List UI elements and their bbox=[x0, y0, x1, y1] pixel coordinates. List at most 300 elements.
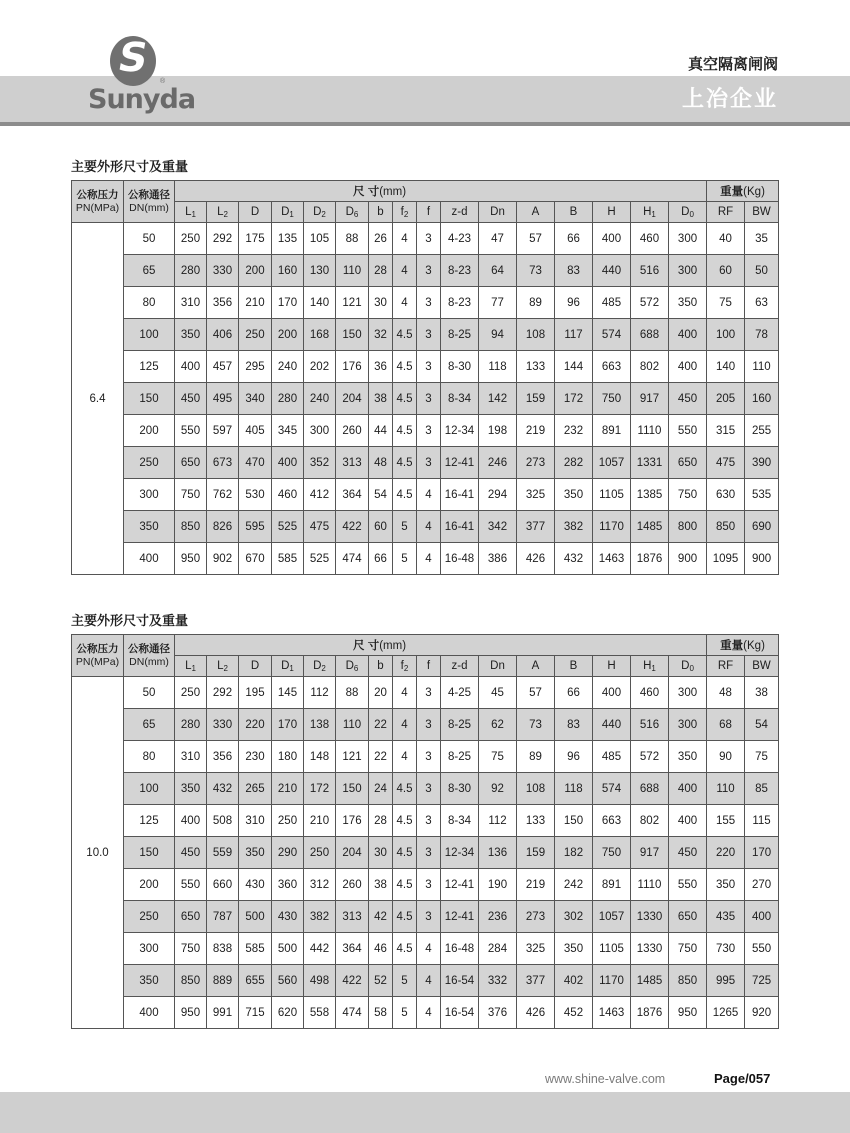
table-row bbox=[72, 677, 779, 709]
cell-value: 38 bbox=[745, 677, 779, 709]
cell-value: 22 bbox=[369, 741, 393, 773]
cell-value: 450 bbox=[175, 837, 207, 869]
cell-value: 24 bbox=[369, 773, 393, 805]
cell-value: 159 bbox=[517, 837, 555, 869]
cell-value: 170 bbox=[272, 709, 304, 741]
cell-value: 498 bbox=[304, 965, 336, 997]
cell-value: 3 bbox=[417, 223, 441, 255]
cell-value: 16-54 bbox=[441, 965, 479, 997]
cell-value: 148 bbox=[304, 741, 336, 773]
cell-value: 159 bbox=[517, 383, 555, 415]
table-row bbox=[72, 869, 779, 901]
cell-value: 75 bbox=[707, 287, 745, 319]
cell-value: 315 bbox=[707, 415, 745, 447]
cell-value: 280 bbox=[272, 383, 304, 415]
weight-header: 重量(Kg) bbox=[707, 635, 779, 656]
cell-value: 250 bbox=[239, 319, 272, 351]
dim-col-header: A bbox=[517, 656, 555, 677]
cell-value: 45 bbox=[479, 677, 517, 709]
cell-value: 426 bbox=[517, 543, 555, 575]
cell-value: 96 bbox=[555, 287, 593, 319]
cell-value: 195 bbox=[239, 677, 272, 709]
dim-col-header: $H_1$ bbox=[631, 202, 669, 223]
dim-col-header: Dn bbox=[479, 656, 517, 677]
cell-value: 430 bbox=[239, 869, 272, 901]
cell-value: 170 bbox=[745, 837, 779, 869]
cell-value: 78 bbox=[745, 319, 779, 351]
cell-value: 405 bbox=[239, 415, 272, 447]
cell-value: 889 bbox=[207, 965, 239, 997]
cell-value: 352 bbox=[304, 447, 336, 479]
cell-value: 725 bbox=[745, 965, 779, 997]
dn-value: 80 bbox=[124, 287, 175, 319]
cell-value: 620 bbox=[272, 997, 304, 1029]
cell-value: 35 bbox=[745, 223, 779, 255]
cell-value: 850 bbox=[669, 965, 707, 997]
cell-value: 1463 bbox=[593, 997, 631, 1029]
cell-value: 475 bbox=[304, 511, 336, 543]
cell-value: 400 bbox=[745, 901, 779, 933]
cell-value: 325 bbox=[517, 479, 555, 511]
cell-value: 310 bbox=[175, 741, 207, 773]
dn-value: 100 bbox=[124, 319, 175, 351]
cell-value: 145 bbox=[272, 677, 304, 709]
cell-value: 1095 bbox=[707, 543, 745, 575]
cell-value: 250 bbox=[272, 805, 304, 837]
cell-value: 800 bbox=[669, 511, 707, 543]
cell-value: 135 bbox=[272, 223, 304, 255]
cell-value: 42 bbox=[369, 901, 393, 933]
cell-value: 4 bbox=[393, 677, 417, 709]
cell-value: 495 bbox=[207, 383, 239, 415]
cell-value: 44 bbox=[369, 415, 393, 447]
dim-col-header: H bbox=[593, 202, 631, 223]
cell-value: 525 bbox=[272, 511, 304, 543]
cell-value: 4 bbox=[393, 255, 417, 287]
cell-value: 1057 bbox=[593, 901, 631, 933]
cell-value: 900 bbox=[669, 543, 707, 575]
cell-value: 450 bbox=[175, 383, 207, 415]
cell-value: 88 bbox=[336, 223, 369, 255]
dn-value: 100 bbox=[124, 773, 175, 805]
cell-value: 400 bbox=[593, 223, 631, 255]
cell-value: 64 bbox=[479, 255, 517, 287]
website-link[interactable]: www.shine-valve.com bbox=[545, 1072, 666, 1086]
cell-value: 190 bbox=[479, 869, 517, 901]
cell-value: 585 bbox=[272, 543, 304, 575]
cell-value: 4.5 bbox=[393, 805, 417, 837]
cell-value: 345 bbox=[272, 415, 304, 447]
cell-value: 219 bbox=[517, 415, 555, 447]
cell-value: 300 bbox=[304, 415, 336, 447]
cell-value: 1463 bbox=[593, 543, 631, 575]
cell-value: 440 bbox=[593, 255, 631, 287]
cell-value: 292 bbox=[207, 223, 239, 255]
cell-value: 292 bbox=[207, 677, 239, 709]
cell-value: 3 bbox=[417, 383, 441, 415]
dn-value: 80 bbox=[124, 741, 175, 773]
cell-value: 3 bbox=[417, 709, 441, 741]
cell-value: 4 bbox=[417, 965, 441, 997]
cell-value: 650 bbox=[669, 447, 707, 479]
cell-value: 1265 bbox=[707, 997, 745, 1029]
cell-value: 284 bbox=[479, 933, 517, 965]
cell-value: 891 bbox=[593, 869, 631, 901]
cell-value: 250 bbox=[175, 223, 207, 255]
cell-value: 255 bbox=[745, 415, 779, 447]
cell-value: 142 bbox=[479, 383, 517, 415]
cell-value: 1170 bbox=[593, 511, 631, 543]
cell-value: 1485 bbox=[631, 965, 669, 997]
cell-value: 265 bbox=[239, 773, 272, 805]
cell-value: 400 bbox=[175, 351, 207, 383]
cell-value: 57 bbox=[517, 677, 555, 709]
cell-value: 200 bbox=[272, 319, 304, 351]
cell-value: 457 bbox=[207, 351, 239, 383]
cell-value: 516 bbox=[631, 709, 669, 741]
cell-value: 400 bbox=[272, 447, 304, 479]
cell-value: 313 bbox=[336, 447, 369, 479]
cell-value: 8-25 bbox=[441, 741, 479, 773]
cell-value: 750 bbox=[175, 479, 207, 511]
header-rule bbox=[0, 122, 850, 126]
cell-value: 28 bbox=[369, 805, 393, 837]
cell-value: 200 bbox=[239, 255, 272, 287]
dim-col-header: $D_2$ bbox=[304, 656, 336, 677]
cell-value: 4.5 bbox=[393, 837, 417, 869]
cell-value: 525 bbox=[304, 543, 336, 575]
cell-value: 140 bbox=[304, 287, 336, 319]
cell-value: 150 bbox=[336, 773, 369, 805]
cell-value: 4.5 bbox=[393, 415, 417, 447]
cell-value: 850 bbox=[175, 511, 207, 543]
cell-value: 8-34 bbox=[441, 383, 479, 415]
cell-value: 663 bbox=[593, 805, 631, 837]
cell-value: 16-48 bbox=[441, 543, 479, 575]
cell-value: 138 bbox=[304, 709, 336, 741]
cell-value: 597 bbox=[207, 415, 239, 447]
cell-value: 210 bbox=[304, 805, 336, 837]
cell-value: 310 bbox=[175, 287, 207, 319]
table-row bbox=[72, 997, 779, 1029]
cell-value: 204 bbox=[336, 837, 369, 869]
cell-value: 105 bbox=[304, 223, 336, 255]
table-row bbox=[72, 319, 779, 351]
cell-value: 400 bbox=[175, 805, 207, 837]
cell-value: 240 bbox=[304, 383, 336, 415]
cell-value: 118 bbox=[555, 773, 593, 805]
cell-value: 917 bbox=[631, 837, 669, 869]
cell-value: 3 bbox=[417, 415, 441, 447]
cell-value: 3 bbox=[417, 287, 441, 319]
cell-value: 8-23 bbox=[441, 287, 479, 319]
cell-value: 75 bbox=[479, 741, 517, 773]
cell-value: 4-25 bbox=[441, 677, 479, 709]
cell-value: 133 bbox=[517, 351, 555, 383]
cell-value: 150 bbox=[555, 805, 593, 837]
cell-value: 280 bbox=[175, 709, 207, 741]
cell-value: 294 bbox=[479, 479, 517, 511]
dimensions-header: 尺 寸(mm) bbox=[175, 635, 707, 656]
company-name: 上冶企业 bbox=[681, 86, 778, 111]
cell-value: 250 bbox=[175, 677, 207, 709]
cell-value: 58 bbox=[369, 997, 393, 1029]
cell-value: 77 bbox=[479, 287, 517, 319]
dim-col-header: A bbox=[517, 202, 555, 223]
cell-value: 950 bbox=[175, 997, 207, 1029]
cell-value: 950 bbox=[669, 997, 707, 1029]
cell-value: 4 bbox=[393, 223, 417, 255]
dn-value: 125 bbox=[124, 805, 175, 837]
cell-value: 16-48 bbox=[441, 933, 479, 965]
section-title: 主要外形尺寸及重量 bbox=[71, 613, 189, 628]
dn-value: 250 bbox=[124, 447, 175, 479]
cell-value: 205 bbox=[707, 383, 745, 415]
cell-value: 4.5 bbox=[393, 869, 417, 901]
cell-value: 54 bbox=[745, 709, 779, 741]
cell-value: 340 bbox=[239, 383, 272, 415]
table-row bbox=[72, 965, 779, 997]
cell-value: 168 bbox=[304, 319, 336, 351]
cell-value: 452 bbox=[555, 997, 593, 1029]
cell-value: 144 bbox=[555, 351, 593, 383]
cell-value: 688 bbox=[631, 773, 669, 805]
cell-value: 73 bbox=[517, 255, 555, 287]
cell-value: 1110 bbox=[631, 869, 669, 901]
cell-value: 90 bbox=[707, 741, 745, 773]
cell-value: 900 bbox=[745, 543, 779, 575]
cell-value: 4.5 bbox=[393, 901, 417, 933]
cell-value: 63 bbox=[745, 287, 779, 319]
dim-col-header: $L_2$ bbox=[207, 202, 239, 223]
cell-value: 4 bbox=[393, 709, 417, 741]
cell-value: 400 bbox=[669, 351, 707, 383]
table-row bbox=[72, 933, 779, 965]
dim-col-header: z-d bbox=[441, 202, 479, 223]
cell-value: 12-34 bbox=[441, 415, 479, 447]
cell-value: 100 bbox=[707, 319, 745, 351]
weight-header: 重量(Kg) bbox=[707, 181, 779, 202]
cell-value: 236 bbox=[479, 901, 517, 933]
cell-value: 302 bbox=[555, 901, 593, 933]
cell-value: 96 bbox=[555, 741, 593, 773]
cell-value: 762 bbox=[207, 479, 239, 511]
cell-value: 750 bbox=[593, 383, 631, 415]
cell-value: 300 bbox=[669, 677, 707, 709]
cell-value: 4.5 bbox=[393, 479, 417, 511]
cell-value: 1110 bbox=[631, 415, 669, 447]
cell-value: 180 bbox=[272, 741, 304, 773]
dim-col-header: $D_0$ bbox=[669, 202, 707, 223]
cell-value: 182 bbox=[555, 837, 593, 869]
footer-band bbox=[0, 1092, 850, 1133]
cell-value: 155 bbox=[707, 805, 745, 837]
cell-value: 40 bbox=[707, 223, 745, 255]
logo-wordmark: Sunyda bbox=[88, 84, 196, 115]
cell-value: 310 bbox=[239, 805, 272, 837]
cell-value: 3 bbox=[417, 901, 441, 933]
cell-value: 432 bbox=[555, 543, 593, 575]
cell-value: 4 bbox=[417, 543, 441, 575]
cell-value: 313 bbox=[336, 901, 369, 933]
cell-value: 422 bbox=[336, 965, 369, 997]
dn-value: 65 bbox=[124, 255, 175, 287]
cell-value: 60 bbox=[707, 255, 745, 287]
cell-value: 66 bbox=[555, 677, 593, 709]
dn-value: 200 bbox=[124, 869, 175, 901]
cell-value: 89 bbox=[517, 287, 555, 319]
cell-value: 16-41 bbox=[441, 511, 479, 543]
cell-value: 50 bbox=[745, 255, 779, 287]
cell-value: 430 bbox=[272, 901, 304, 933]
cell-value: 432 bbox=[207, 773, 239, 805]
cell-value: 364 bbox=[336, 479, 369, 511]
table-row bbox=[72, 773, 779, 805]
cell-value: 73 bbox=[517, 709, 555, 741]
cell-value: 66 bbox=[369, 543, 393, 575]
cell-value: 110 bbox=[336, 255, 369, 287]
cell-value: 1385 bbox=[631, 479, 669, 511]
table-row bbox=[72, 741, 779, 773]
dim-col-header: $f_2$ bbox=[393, 202, 417, 223]
cell-value: 350 bbox=[555, 933, 593, 965]
cell-value: 750 bbox=[175, 933, 207, 965]
cell-value: 8-34 bbox=[441, 805, 479, 837]
table-row bbox=[72, 805, 779, 837]
cell-value: 270 bbox=[745, 869, 779, 901]
cell-value: 12-41 bbox=[441, 447, 479, 479]
cell-value: 172 bbox=[555, 383, 593, 415]
cell-value: 1170 bbox=[593, 965, 631, 997]
cell-value: 38 bbox=[369, 869, 393, 901]
dim-col-header: $H_1$ bbox=[631, 656, 669, 677]
dim-col-header: f bbox=[417, 656, 441, 677]
cell-value: 4 bbox=[393, 287, 417, 319]
cell-value: 8-25 bbox=[441, 709, 479, 741]
cell-value: 802 bbox=[631, 805, 669, 837]
table-row bbox=[72, 479, 779, 511]
cell-value: 8-25 bbox=[441, 319, 479, 351]
cell-value: 4-23 bbox=[441, 223, 479, 255]
cell-value: 426 bbox=[517, 997, 555, 1029]
cell-value: 4 bbox=[417, 511, 441, 543]
cell-value: 12-34 bbox=[441, 837, 479, 869]
cell-value: 400 bbox=[669, 805, 707, 837]
cell-value: 382 bbox=[555, 511, 593, 543]
cell-value: 130 bbox=[304, 255, 336, 287]
dim-col-header: D bbox=[239, 202, 272, 223]
dn-value: 150 bbox=[124, 383, 175, 415]
cell-value: 850 bbox=[707, 511, 745, 543]
cell-value: 30 bbox=[369, 287, 393, 319]
cell-value: 176 bbox=[336, 805, 369, 837]
dim-col-header: $L_2$ bbox=[207, 656, 239, 677]
table-row bbox=[72, 351, 779, 383]
cell-value: 485 bbox=[593, 287, 631, 319]
dim-col-header: $D_1$ bbox=[272, 202, 304, 223]
cell-value: 108 bbox=[517, 319, 555, 351]
dn-value: 50 bbox=[124, 223, 175, 255]
cell-value: 230 bbox=[239, 741, 272, 773]
cell-value: 110 bbox=[336, 709, 369, 741]
cell-value: 440 bbox=[593, 709, 631, 741]
cell-value: 3 bbox=[417, 741, 441, 773]
cell-value: 422 bbox=[336, 511, 369, 543]
cell-value: 342 bbox=[479, 511, 517, 543]
cell-value: 3 bbox=[417, 837, 441, 869]
cell-value: 1330 bbox=[631, 901, 669, 933]
cell-value: 3 bbox=[417, 773, 441, 805]
cell-value: 550 bbox=[175, 415, 207, 447]
dim-col-header: b bbox=[369, 656, 393, 677]
cell-value: 559 bbox=[207, 837, 239, 869]
cell-value: 4 bbox=[393, 741, 417, 773]
cell-value: 66 bbox=[555, 223, 593, 255]
cell-value: 750 bbox=[593, 837, 631, 869]
dn-value: 400 bbox=[124, 997, 175, 1029]
dn-value: 300 bbox=[124, 933, 175, 965]
cell-value: 136 bbox=[479, 837, 517, 869]
cell-value: 204 bbox=[336, 383, 369, 415]
cell-value: 220 bbox=[707, 837, 745, 869]
cell-value: 26 bbox=[369, 223, 393, 255]
cell-value: 550 bbox=[175, 869, 207, 901]
dim-col-header: $D_6$ bbox=[336, 656, 369, 677]
dn-value: 350 bbox=[124, 965, 175, 997]
cell-value: 68 bbox=[707, 709, 745, 741]
cell-value: 4.5 bbox=[393, 447, 417, 479]
cell-value: 802 bbox=[631, 351, 669, 383]
table-row bbox=[72, 837, 779, 869]
dim-col-header: $f_2$ bbox=[393, 656, 417, 677]
cell-value: 330 bbox=[207, 709, 239, 741]
cell-value: 57 bbox=[517, 223, 555, 255]
cell-value: 655 bbox=[239, 965, 272, 997]
cell-value: 92 bbox=[479, 773, 517, 805]
cell-value: 690 bbox=[745, 511, 779, 543]
cell-value: 16-54 bbox=[441, 997, 479, 1029]
weight-col-header: RF bbox=[707, 202, 745, 223]
cell-value: 1876 bbox=[631, 997, 669, 1029]
table-row bbox=[72, 447, 779, 479]
cell-value: 715 bbox=[239, 997, 272, 1029]
cell-value: 48 bbox=[369, 447, 393, 479]
dim-col-header: f bbox=[417, 202, 441, 223]
cell-value: 470 bbox=[239, 447, 272, 479]
cell-value: 312 bbox=[304, 869, 336, 901]
dim-col-header: $D_2$ bbox=[304, 202, 336, 223]
cell-value: 20 bbox=[369, 677, 393, 709]
dim-col-header: B bbox=[555, 202, 593, 223]
dn-value: 250 bbox=[124, 901, 175, 933]
cell-value: 550 bbox=[669, 415, 707, 447]
cell-value: 175 bbox=[239, 223, 272, 255]
table-row bbox=[72, 287, 779, 319]
dn-value: 300 bbox=[124, 479, 175, 511]
cell-value: 121 bbox=[336, 741, 369, 773]
cell-value: 787 bbox=[207, 901, 239, 933]
cell-value: 5 bbox=[393, 511, 417, 543]
dn-value: 125 bbox=[124, 351, 175, 383]
cell-value: 30 bbox=[369, 837, 393, 869]
cell-value: 47 bbox=[479, 223, 517, 255]
cell-value: 650 bbox=[175, 901, 207, 933]
weight-col-header: RF bbox=[707, 656, 745, 677]
cell-value: 995 bbox=[707, 965, 745, 997]
cell-value: 475 bbox=[707, 447, 745, 479]
cell-value: 4.5 bbox=[393, 773, 417, 805]
cell-value: 386 bbox=[479, 543, 517, 575]
